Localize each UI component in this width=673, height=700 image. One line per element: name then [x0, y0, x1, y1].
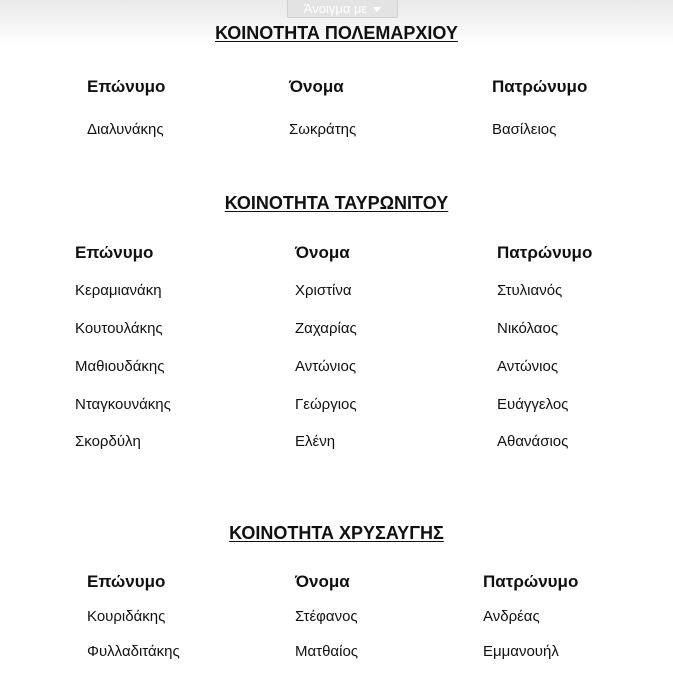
- cell-surname: Διαλυνάκης: [87, 121, 164, 138]
- section-title-tavronitou: ΚΟΙΝΟΤΗΤΑ ΤΑΥΡΩΝΙΤΟΥ: [224, 193, 449, 213]
- cell-name: Χριστίνα: [295, 282, 352, 299]
- cell-patronymic: Εμμανουήλ: [483, 643, 559, 660]
- cell-name: Ζαχαρίας: [295, 320, 357, 337]
- cell-name: Αντώνιος: [295, 358, 357, 375]
- column-header-surname: Επώνυμο: [87, 77, 166, 96]
- chevron-down-icon: [373, 7, 381, 12]
- cell-surname: Φυλλαδιτάκης: [87, 643, 180, 660]
- cell-patronymic: Νικόλαος: [497, 320, 559, 337]
- open-with-label: Άνοιγμα με: [303, 1, 368, 16]
- column-header-name: Όνομα: [295, 243, 350, 262]
- cell-surname: Κεραμιανάκη: [75, 282, 162, 299]
- column-header-name: Όνομα: [295, 572, 350, 591]
- column-header-patronymic: Πατρώνυμο: [497, 243, 593, 262]
- cell-patronymic: Ευάγγελος: [497, 396, 569, 413]
- cell-name: Ελένη: [295, 433, 336, 450]
- cell-name: Σωκράτης: [289, 121, 357, 138]
- cell-name: Γεώργιος: [295, 396, 357, 413]
- cell-name: Στέφανος: [295, 608, 358, 625]
- column-header-name: Όνομα: [289, 77, 344, 96]
- cell-surname: Μαθιουδάκης: [75, 358, 165, 375]
- cell-surname: Σκορδύλη: [75, 433, 141, 450]
- cell-patronymic: Ανδρέας: [483, 608, 540, 625]
- cell-patronymic: Αντώνιος: [497, 358, 559, 375]
- cell-patronymic: Αθανάσιος: [497, 433, 569, 450]
- cell-patronymic: Στυλιανός: [497, 282, 563, 299]
- cell-surname: Κουριδάκης: [87, 608, 166, 625]
- cell-surname: Κουτουλάκης: [75, 320, 163, 337]
- section-title-polemarchiou: ΚΟΙΝΟΤΗΤΑ ΠΟΛΕΜΑΡΧΙΟΥ: [215, 23, 458, 43]
- cell-surname: Νταγκουνάκης: [75, 396, 171, 413]
- section-title-chrysavgis: ΚΟΙΝΟΤΗΤΑ ΧΡΥΣΑΥΓΗΣ: [229, 523, 444, 543]
- cell-patronymic: Βασίλειος: [492, 121, 557, 138]
- column-header-surname: Επώνυμο: [87, 572, 166, 591]
- column-header-surname: Επώνυμο: [75, 243, 154, 262]
- column-header-patronymic: Πατρώνυμο: [492, 77, 588, 96]
- cell-name: Ματθαίος: [295, 643, 359, 660]
- open-with-button[interactable]: [287, 0, 398, 18]
- column-header-patronymic: Πατρώνυμο: [483, 572, 579, 591]
